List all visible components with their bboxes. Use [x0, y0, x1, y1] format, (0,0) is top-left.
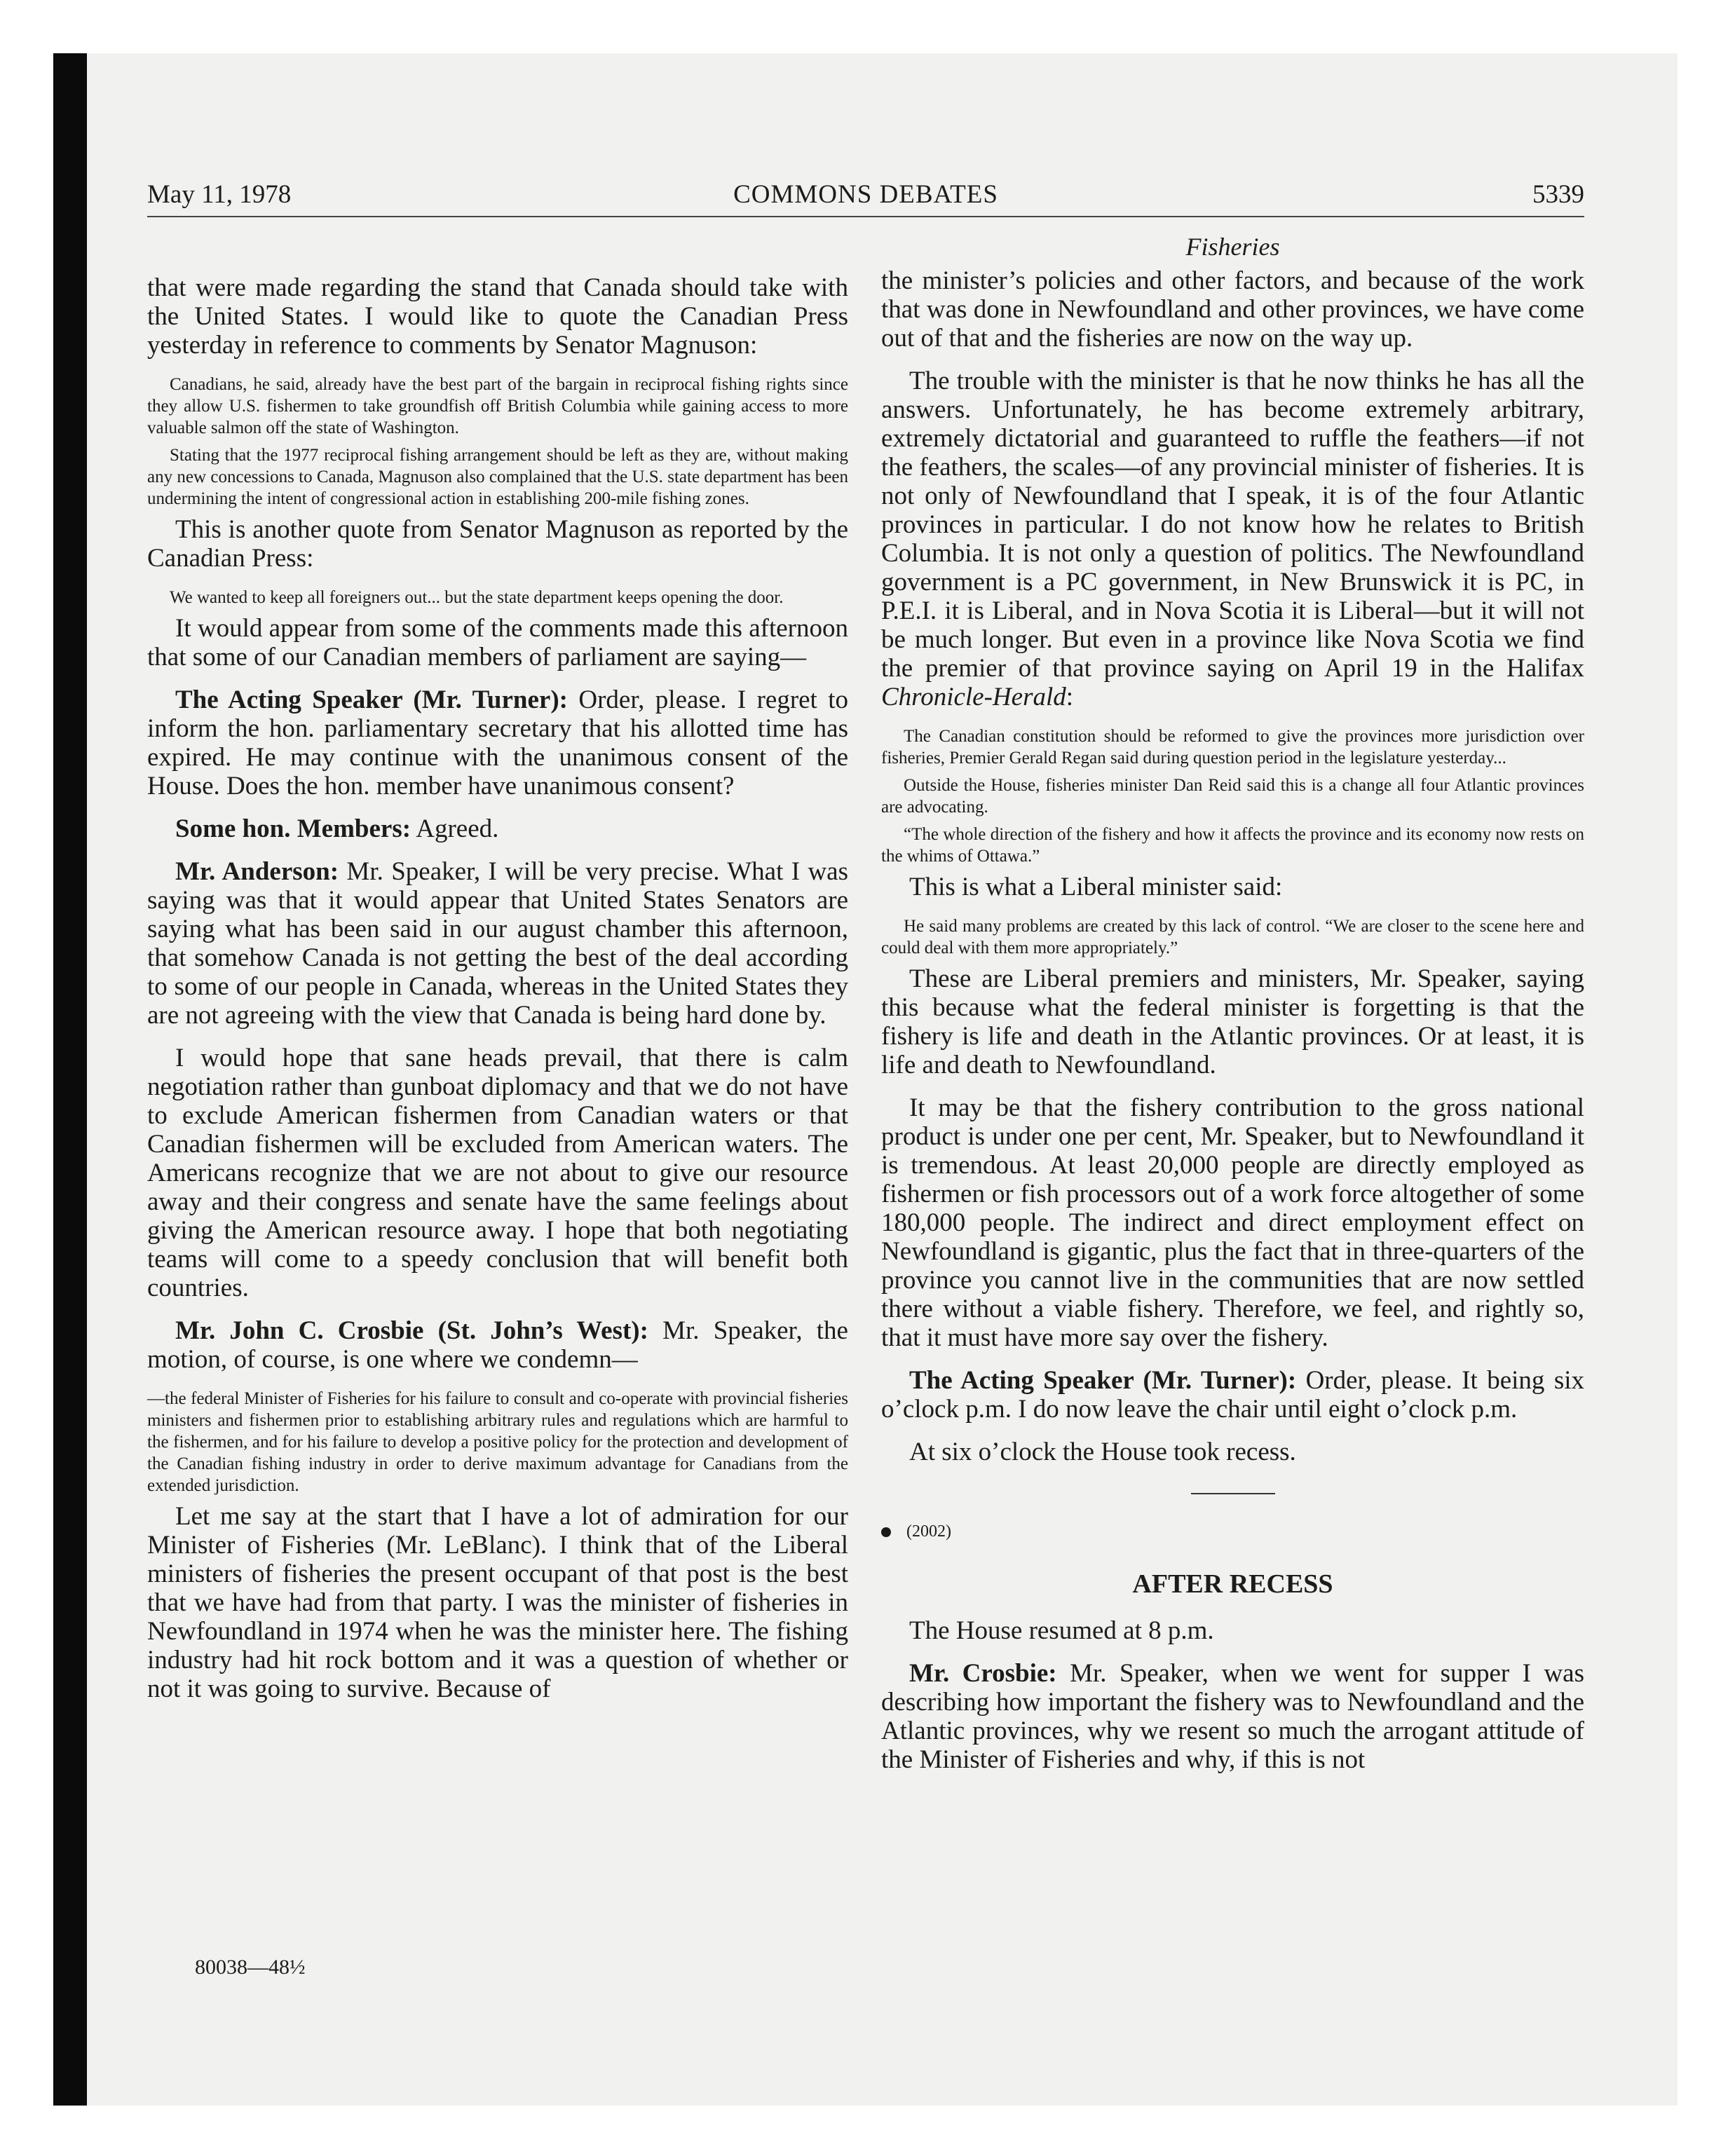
paragraph: the minister’s policies and other factors, and because of the work that was done in Newfoundland and other provinces, we have come out of that and the fisheries are now on the way up. — [881, 266, 1584, 353]
paragraph: I would hope that sane heads prevail, that there is calm negotiation rather than gunboat diplomacy and that we do not have to exclude American fishermen from Canadian waters or that Canadian fishermen will be excluded from American waters. The Americans recognize that we are not about to give our resource away and their congress and senate have the same feelings about giving the American resource away. I hope that both negotiating teams will come to a speedy conclusion that will benefit both countries. — [147, 1044, 848, 1302]
paragraph: At six o’clock the House took recess. — [909, 1438, 1296, 1466]
section-divider — [1191, 1493, 1275, 1494]
block-quote: The Canadian constitution should be reformed to give the provinces more jurisdiction over fisheries, Premier Gerald Regan said during question period in the legislature yesterday... — [881, 727, 1584, 767]
paragraph — [881, 367, 1584, 711]
scan-edge-bar — [53, 53, 87, 2106]
speaker-name: Mr. Crosbie: — [909, 1659, 1057, 1688]
time-marker-text: (2002) — [906, 1522, 951, 1541]
running-header — [147, 179, 1584, 217]
speech-text: Order, please. I regret to inform the hon. parliamentary secretary that his allotted time has expired. He may continue with the unanimous consent of the House. Does the hon. member have unanimous consent? — [147, 685, 848, 800]
block-quote: We wanted to keep all foreigners out... but the state department keeps opening the door. — [170, 588, 784, 607]
speaker-name: Mr. Anderson: — [175, 857, 339, 886]
block-quote: Stating that the 1977 reciprocal fishing arrangement should be left as they are, without making any new concessions to Canada, Magnuson also complained that the U.S. state department has been undermining the intent of congressional action in establishing 200-mile fishing zones. — [147, 446, 848, 508]
speech-paragraph — [881, 1366, 1584, 1424]
printer-code: 80038—48½ — [195, 1956, 306, 1979]
speaker-name: Some hon. Members: — [175, 814, 411, 843]
speaker-name: Mr. John C. Crosbie (St. John’s West): — [175, 1316, 648, 1345]
block-quote: He said many problems are created by this lack of control. “We are closer to the scene here and could deal with them more appropriately.” — [881, 917, 1584, 957]
right-column — [881, 231, 1584, 1788]
block-quote: “The whole direction of the fishery and how it affects the province and its economy now rests on the whims of Ottawa.” — [881, 825, 1584, 866]
speech-text: Agreed. — [411, 814, 499, 843]
speech-paragraph — [147, 857, 848, 1030]
motion-quote: —the federal Minister of Fisheries for his failure to consult and co-operate with provincial fisheries ministers and fishermen prior to establishing arbitrary rules and regulations which are harmful to the fishermen, and for his failure to develop a positive policy for the protection and development of the Canadian fishing industry in order to derive maximum advantage for Canadians from the extended jurisdiction. — [147, 1389, 848, 1495]
speech-paragraph — [147, 1316, 848, 1374]
newspaper-name: Chronicle-Herald — [881, 683, 1066, 711]
paragraph: that were made regarding the stand that Canada should take with the United States. I would like to quote the Canadian Press yesterday in reference to comments by Senator Magnuson: — [147, 273, 848, 360]
bullet-icon — [881, 1527, 891, 1537]
paragraph: This is another quote from Senator Magnuson as reported by the Canadian Press: — [147, 515, 848, 573]
paragraph-text: The trouble with the minister is that he now thinks he has all the answers. Unfortunately, he has become extremely arbitrary, extremely dictatorial and guaranteed to ruffle the feathers—if not the feathers, the scales—of any provincial minister of fisheries. It is not only of Newfoundland that I speak, it is of the four Atlantic provinces in particular. I do not know how he relates to British Columbia. It is not only a question of politics. The Newfoundland government is a PC government, in New Brunswick it is PC, in P.E.I. it is Liberal, and in Nova Scotia it is Liberal—but it will not be much longer. But even in a province like Nova Scotia we find the premier of that province saying on April 19 in the Halifax — [881, 367, 1584, 683]
speech-paragraph — [147, 814, 848, 843]
left-column — [147, 273, 848, 1717]
paragraph: The House resumed at 8 p.m. — [909, 1616, 1214, 1645]
speech-text: Mr. Speaker, the motion, of course, is one where we condemn— — [147, 1316, 848, 1374]
paragraph: This is what a Liberal minister said: — [909, 873, 1283, 901]
paragraph: Let me say at the start that I have a lot of admiration for our Minister of Fisheries (Mr. LeBlanc). I think that of the Liberal ministers of fisheries the present occupant of that post is the best that we have had from that party. I was the minister of fisheries in Newfoundland in 1974 when he was the minister here. The fishing industry had hit rock bottom and it was a question of whether or not it was going to survive. Because of — [147, 1502, 848, 1703]
time-marker — [881, 1521, 1584, 1542]
paragraph-text-end: : — [1066, 683, 1074, 711]
paragraph: It would appear from some of the comments made this afternoon that some of our Canadian members of parliament are saying— — [147, 614, 848, 671]
speech-paragraph — [147, 685, 848, 800]
section-heading: AFTER RECESS — [1132, 1569, 1333, 1599]
speech-text: Mr. Speaker, I will be very precise. What I was saying was that it would appear that United States Senators are saying what has been said in our august chamber this afternoon, that somehow Canada is not getting the best of the deal according to some of our people in Canada, whereas in the United States they are not agreeing with the view that Canada is being hard done by. — [147, 857, 848, 1030]
header-date: May 11, 1978 — [147, 180, 292, 209]
paragraph: It may be that the fishery contribution to the gross national product is under one per cent, Mr. Speaker, but to Newfoundland it is tremendous. At least 20,000 people are directly employed as fishermen or fish processors out of a work force altogether of some 180,000 people. The indirect and direct employment effect on Newfoundland is gigantic, plus the fact that in three-quarters of the province you cannot live in the communities that are now settled there without a viable fishery. Therefore, we feel, and rightly so, that it must have more say over the fishery. — [881, 1093, 1584, 1352]
speech-paragraph — [881, 1659, 1584, 1774]
block-quote: Outside the House, fisheries minister Dan Reid said this is a change all four Atlantic provinces are advocating. — [881, 776, 1584, 817]
section-label: Fisheries — [1185, 233, 1280, 261]
speech-text: Order, please. It being six o’clock p.m. I do now leave the chair until eight o’clock p.m. — [881, 1366, 1584, 1424]
block-quote: Canadians, he said, already have the best part of the bargain in reciprocal fishing rights since they allow U.S. fishermen to take groundfish off British Columbia while gaining access to more valuable salmon off the state of Washington. — [147, 375, 848, 437]
header-title: COMMONS DEBATES — [733, 180, 998, 209]
speech-text: Mr. Speaker, when we went for supper I was describing how important the fishery was to Newfoundland and the Atlantic provinces, why we resent so much the arrogant attitude of the Minister of Fisheries and why, if this is not — [881, 1659, 1584, 1774]
page-number: 5339 — [1532, 180, 1584, 209]
speaker-name: The Acting Speaker (Mr. Turner): — [175, 685, 568, 714]
paragraph: These are Liberal premiers and ministers, Mr. Speaker, saying this because what the federal minister is forgetting is that the fishery is life and death in the Atlantic provinces. Or at least, it is life and death to Newfoundland. — [881, 964, 1584, 1079]
speaker-name: The Acting Speaker (Mr. Turner): — [909, 1366, 1297, 1395]
